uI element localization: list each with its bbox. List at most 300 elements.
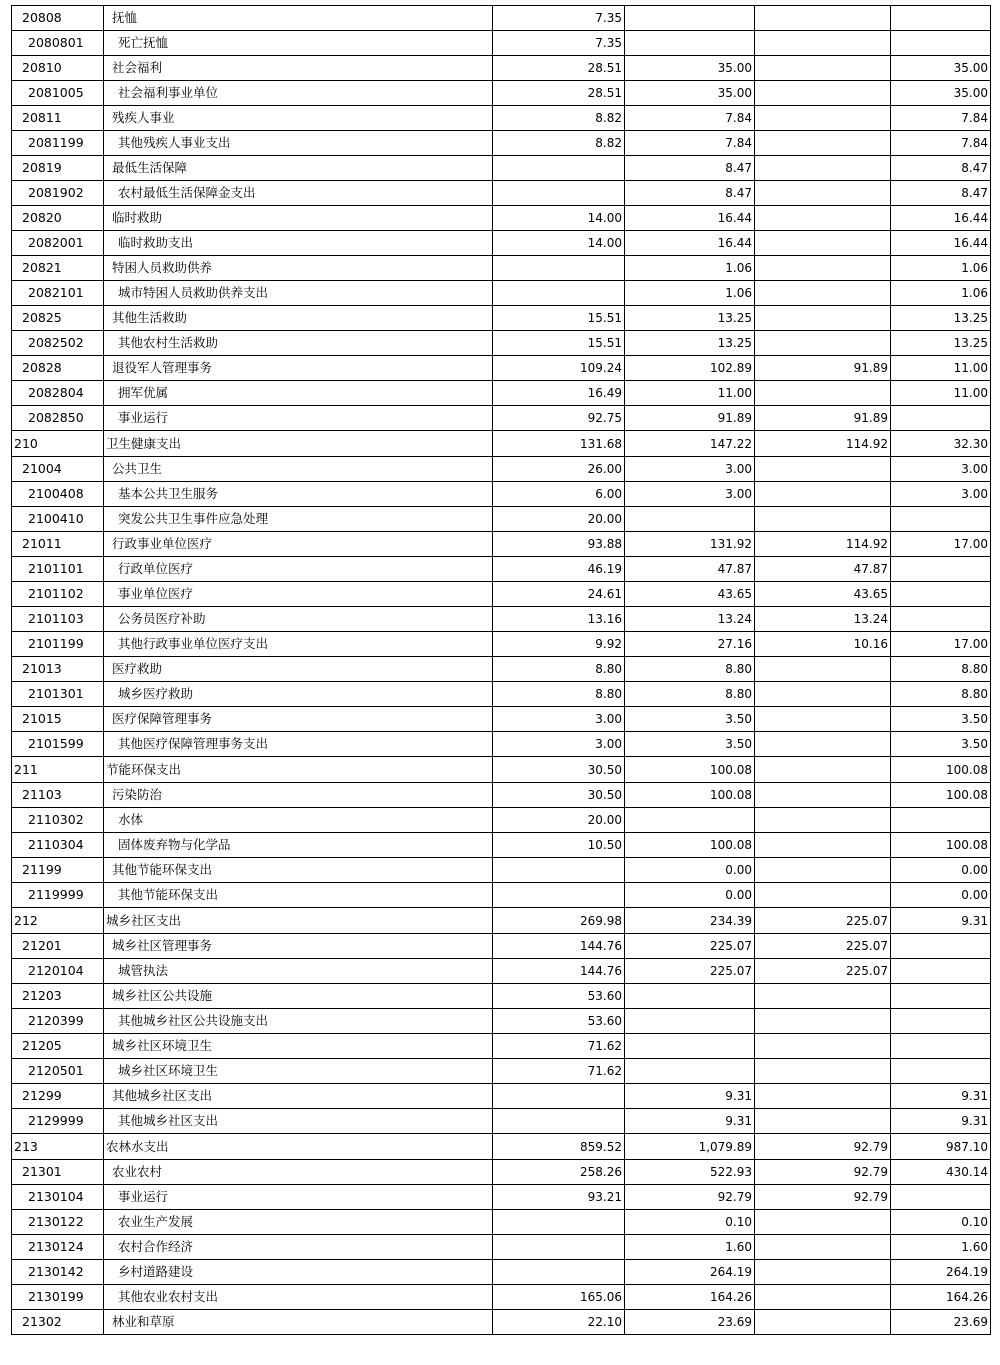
table-row — [12, 1260, 991, 1285]
row-code: 2081902 — [12, 181, 104, 206]
row-value-3: 91.89 — [755, 406, 891, 431]
row-value-2 — [625, 1009, 755, 1034]
row-value-3 — [755, 833, 891, 858]
row-value-3 — [755, 131, 891, 156]
row-value-3 — [755, 1285, 891, 1310]
row-value-3 — [755, 381, 891, 406]
table-row — [12, 984, 991, 1009]
row-value-2: 164.26 — [625, 1285, 755, 1310]
row-value-1 — [493, 1235, 625, 1260]
row-name: 节能环保支出 — [104, 757, 493, 783]
row-name: 公共卫生 — [104, 457, 493, 482]
row-value-3: 92.79 — [755, 1134, 891, 1160]
row-value-4 — [891, 607, 991, 632]
row-name: 其他医疗保障管理事务支出 — [104, 732, 493, 757]
row-name: 城乡社区管理事务 — [104, 934, 493, 959]
row-value-1: 14.00 — [493, 206, 625, 231]
row-value-4: 1.60 — [891, 1235, 991, 1260]
row-value-2: 1.60 — [625, 1235, 755, 1260]
row-value-4: 16.44 — [891, 206, 991, 231]
table-row — [12, 106, 991, 131]
row-value-2: 16.44 — [625, 206, 755, 231]
row-value-1 — [493, 256, 625, 281]
row-name: 城乡社区环境卫生 — [104, 1034, 493, 1059]
row-value-1: 14.00 — [493, 231, 625, 256]
row-value-3 — [755, 6, 891, 31]
row-value-3: 225.07 — [755, 959, 891, 984]
row-value-2: 43.65 — [625, 582, 755, 607]
row-value-2: 0.00 — [625, 858, 755, 883]
row-value-1 — [493, 1210, 625, 1235]
row-code: 2120501 — [12, 1059, 104, 1084]
row-value-2: 3.50 — [625, 732, 755, 757]
table-row — [12, 883, 991, 908]
row-value-2: 23.69 — [625, 1310, 755, 1335]
row-value-1 — [493, 156, 625, 181]
row-value-2: 100.08 — [625, 757, 755, 783]
row-name: 农村最低生活保障金支出 — [104, 181, 493, 206]
row-value-1: 131.68 — [493, 431, 625, 457]
row-code: 21205 — [12, 1034, 104, 1059]
row-name: 死亡抚恤 — [104, 31, 493, 56]
row-value-3 — [755, 1009, 891, 1034]
row-value-4: 8.47 — [891, 156, 991, 181]
row-value-4: 7.84 — [891, 131, 991, 156]
row-value-1: 53.60 — [493, 1009, 625, 1034]
row-value-2 — [625, 31, 755, 56]
row-value-4 — [891, 1009, 991, 1034]
row-code: 21299 — [12, 1084, 104, 1109]
table-row — [12, 482, 991, 507]
table-row — [12, 1134, 991, 1160]
row-code: 21301 — [12, 1160, 104, 1185]
table-row — [12, 457, 991, 482]
row-value-1: 7.35 — [493, 6, 625, 31]
row-value-4: 13.25 — [891, 306, 991, 331]
table-row — [12, 31, 991, 56]
row-value-1: 8.80 — [493, 657, 625, 682]
row-value-1: 28.51 — [493, 56, 625, 81]
table-row — [12, 858, 991, 883]
row-value-2: 9.31 — [625, 1084, 755, 1109]
row-name: 医疗救助 — [104, 657, 493, 682]
row-value-4: 35.00 — [891, 56, 991, 81]
row-name: 其他节能环保支出 — [104, 883, 493, 908]
row-value-3 — [755, 1059, 891, 1084]
table-row — [12, 331, 991, 356]
row-value-2: 3.00 — [625, 457, 755, 482]
row-value-1: 8.80 — [493, 682, 625, 707]
row-name: 其他行政事业单位医疗支出 — [104, 632, 493, 657]
table-row — [12, 1285, 991, 1310]
row-value-4: 9.31 — [891, 1084, 991, 1109]
row-value-1: 28.51 — [493, 81, 625, 106]
row-name: 城乡社区公共设施 — [104, 984, 493, 1009]
row-value-1: 10.50 — [493, 833, 625, 858]
table-row — [12, 1059, 991, 1084]
row-code: 2080801 — [12, 31, 104, 56]
row-value-4: 9.31 — [891, 1109, 991, 1134]
row-value-4: 3.50 — [891, 707, 991, 732]
row-code: 2082804 — [12, 381, 104, 406]
row-value-2: 92.79 — [625, 1185, 755, 1210]
row-code: 20811 — [12, 106, 104, 131]
row-name: 其他城乡社区支出 — [104, 1109, 493, 1134]
table-row — [12, 131, 991, 156]
row-value-3 — [755, 707, 891, 732]
table-row — [12, 632, 991, 657]
row-code: 2119999 — [12, 883, 104, 908]
table-row — [12, 431, 991, 457]
row-value-3: 91.89 — [755, 356, 891, 381]
row-code: 2082850 — [12, 406, 104, 431]
row-code: 2100410 — [12, 507, 104, 532]
table-row — [12, 156, 991, 181]
row-value-4 — [891, 1185, 991, 1210]
table-row — [12, 1160, 991, 1185]
row-value-1: 30.50 — [493, 783, 625, 808]
row-name: 拥军优属 — [104, 381, 493, 406]
row-name: 最低生活保障 — [104, 156, 493, 181]
row-value-4 — [891, 959, 991, 984]
row-value-1: 92.75 — [493, 406, 625, 431]
row-value-2: 16.44 — [625, 231, 755, 256]
row-value-2: 8.47 — [625, 156, 755, 181]
row-code: 2082001 — [12, 231, 104, 256]
row-value-4: 3.50 — [891, 732, 991, 757]
row-value-1: 93.21 — [493, 1185, 625, 1210]
row-value-1 — [493, 1260, 625, 1285]
row-value-3 — [755, 732, 891, 757]
row-value-1: 165.06 — [493, 1285, 625, 1310]
row-code: 2110304 — [12, 833, 104, 858]
row-value-1: 13.16 — [493, 607, 625, 632]
row-value-3 — [755, 883, 891, 908]
row-value-2: 8.80 — [625, 657, 755, 682]
row-value-4 — [891, 934, 991, 959]
row-value-1: 71.62 — [493, 1034, 625, 1059]
row-code: 21004 — [12, 457, 104, 482]
row-value-4: 17.00 — [891, 632, 991, 657]
row-value-3: 92.79 — [755, 1185, 891, 1210]
row-value-4 — [891, 1059, 991, 1084]
row-code: 21203 — [12, 984, 104, 1009]
row-code: 2120104 — [12, 959, 104, 984]
row-name: 卫生健康支出 — [104, 431, 493, 457]
row-value-3 — [755, 156, 891, 181]
row-value-3: 225.07 — [755, 934, 891, 959]
row-value-2: 9.31 — [625, 1109, 755, 1134]
row-name: 城乡社区环境卫生 — [104, 1059, 493, 1084]
row-code: 21103 — [12, 783, 104, 808]
table-row — [12, 507, 991, 532]
row-value-2 — [625, 6, 755, 31]
row-value-4: 11.00 — [891, 381, 991, 406]
row-value-4: 430.14 — [891, 1160, 991, 1185]
table-row — [12, 306, 991, 331]
table-row — [12, 757, 991, 783]
row-value-1: 30.50 — [493, 757, 625, 783]
table-row — [12, 6, 991, 31]
row-value-3: 114.92 — [755, 532, 891, 557]
table-row — [12, 281, 991, 306]
row-value-1: 859.52 — [493, 1134, 625, 1160]
row-value-4: 16.44 — [891, 231, 991, 256]
row-value-2: 7.84 — [625, 131, 755, 156]
row-name: 其他生活救助 — [104, 306, 493, 331]
row-value-1 — [493, 858, 625, 883]
row-value-3 — [755, 682, 891, 707]
row-code: 2120399 — [12, 1009, 104, 1034]
row-name: 其他农业农村支出 — [104, 1285, 493, 1310]
row-value-3 — [755, 808, 891, 833]
row-value-3 — [755, 206, 891, 231]
table-row — [12, 682, 991, 707]
row-value-2: 27.16 — [625, 632, 755, 657]
row-code: 21015 — [12, 707, 104, 732]
table-row — [12, 231, 991, 256]
row-value-2: 11.00 — [625, 381, 755, 406]
table-row — [12, 181, 991, 206]
row-value-1: 24.61 — [493, 582, 625, 607]
row-value-4: 8.80 — [891, 657, 991, 682]
row-value-1: 53.60 — [493, 984, 625, 1009]
row-code: 213 — [12, 1134, 104, 1160]
row-code: 20820 — [12, 206, 104, 231]
row-value-1: 8.82 — [493, 131, 625, 156]
row-value-3 — [755, 1210, 891, 1235]
row-value-3: 10.16 — [755, 632, 891, 657]
row-name: 农业生产发展 — [104, 1210, 493, 1235]
row-code: 21199 — [12, 858, 104, 883]
row-value-1 — [493, 181, 625, 206]
row-name: 社会福利 — [104, 56, 493, 81]
row-value-2: 0.10 — [625, 1210, 755, 1235]
row-name: 事业运行 — [104, 1185, 493, 1210]
row-value-1 — [493, 1084, 625, 1109]
row-value-3: 225.07 — [755, 908, 891, 934]
table-row — [12, 1034, 991, 1059]
row-name: 突发公共卫生事件应急处理 — [104, 507, 493, 532]
table-row — [12, 1310, 991, 1335]
row-value-2: 8.47 — [625, 181, 755, 206]
row-value-2: 13.25 — [625, 306, 755, 331]
row-value-3 — [755, 457, 891, 482]
row-value-1: 3.00 — [493, 707, 625, 732]
table-row — [12, 783, 991, 808]
row-value-4: 35.00 — [891, 81, 991, 106]
row-value-2: 1.06 — [625, 256, 755, 281]
row-value-3 — [755, 1310, 891, 1335]
row-name: 事业单位医疗 — [104, 582, 493, 607]
row-name: 农业农村 — [104, 1160, 493, 1185]
row-value-3 — [755, 256, 891, 281]
row-value-4: 0.00 — [891, 858, 991, 883]
row-value-4: 32.30 — [891, 431, 991, 457]
row-value-4: 3.00 — [891, 482, 991, 507]
row-value-3 — [755, 181, 891, 206]
row-code: 2101599 — [12, 732, 104, 757]
row-value-4 — [891, 6, 991, 31]
row-name: 公务员医疗补助 — [104, 607, 493, 632]
row-value-3 — [755, 657, 891, 682]
row-code: 2110302 — [12, 808, 104, 833]
row-name: 临时救助支出 — [104, 231, 493, 256]
row-value-4: 164.26 — [891, 1285, 991, 1310]
row-value-4: 987.10 — [891, 1134, 991, 1160]
row-name: 农村合作经济 — [104, 1235, 493, 1260]
table-row — [12, 1185, 991, 1210]
row-value-3 — [755, 331, 891, 356]
row-code: 21302 — [12, 1310, 104, 1335]
row-code: 211 — [12, 757, 104, 783]
table-row — [12, 532, 991, 557]
row-value-3 — [755, 106, 891, 131]
row-value-3 — [755, 1109, 891, 1134]
row-value-2 — [625, 984, 755, 1009]
row-value-2: 234.39 — [625, 908, 755, 934]
row-code: 2101301 — [12, 682, 104, 707]
row-code: 2081199 — [12, 131, 104, 156]
row-name: 林业和草原 — [104, 1310, 493, 1335]
row-value-3 — [755, 984, 891, 1009]
row-name: 事业运行 — [104, 406, 493, 431]
row-code: 2129999 — [12, 1109, 104, 1134]
row-code: 20828 — [12, 356, 104, 381]
row-value-3 — [755, 1034, 891, 1059]
row-value-2: 147.22 — [625, 431, 755, 457]
row-value-1: 9.92 — [493, 632, 625, 657]
row-code: 2101101 — [12, 557, 104, 582]
table-row — [12, 808, 991, 833]
row-value-3 — [755, 56, 891, 81]
table-row — [12, 833, 991, 858]
row-name: 其他城乡社区支出 — [104, 1084, 493, 1109]
row-value-1: 144.76 — [493, 959, 625, 984]
row-code: 212 — [12, 908, 104, 934]
table-row — [12, 1084, 991, 1109]
row-code: 2082101 — [12, 281, 104, 306]
row-code: 2082502 — [12, 331, 104, 356]
row-code: 20810 — [12, 56, 104, 81]
row-value-3: 47.87 — [755, 557, 891, 582]
row-value-1: 93.88 — [493, 532, 625, 557]
row-value-2: 8.80 — [625, 682, 755, 707]
row-value-3 — [755, 507, 891, 532]
row-value-2: 0.00 — [625, 883, 755, 908]
row-code: 2130199 — [12, 1285, 104, 1310]
row-value-2 — [625, 808, 755, 833]
row-value-4 — [891, 557, 991, 582]
table-row — [12, 56, 991, 81]
table-row — [12, 557, 991, 582]
table-row — [12, 406, 991, 431]
row-value-4: 1.06 — [891, 256, 991, 281]
row-value-3 — [755, 81, 891, 106]
row-value-3: 114.92 — [755, 431, 891, 457]
row-value-2: 3.00 — [625, 482, 755, 507]
row-name: 退役军人管理事务 — [104, 356, 493, 381]
row-value-3 — [755, 783, 891, 808]
row-value-1: 26.00 — [493, 457, 625, 482]
row-value-3 — [755, 757, 891, 783]
row-value-1: 16.49 — [493, 381, 625, 406]
row-value-4 — [891, 507, 991, 532]
row-value-4: 8.47 — [891, 181, 991, 206]
row-value-3 — [755, 281, 891, 306]
row-value-4: 13.25 — [891, 331, 991, 356]
row-code: 2081005 — [12, 81, 104, 106]
row-code: 2101199 — [12, 632, 104, 657]
row-code: 21201 — [12, 934, 104, 959]
row-value-3: 92.79 — [755, 1160, 891, 1185]
row-value-3 — [755, 306, 891, 331]
row-value-4: 100.08 — [891, 757, 991, 783]
row-value-4: 100.08 — [891, 833, 991, 858]
row-name: 固体废弃物与化学品 — [104, 833, 493, 858]
row-value-3: 13.24 — [755, 607, 891, 632]
row-value-3: 43.65 — [755, 582, 891, 607]
table-row — [12, 1109, 991, 1134]
row-name: 行政单位医疗 — [104, 557, 493, 582]
table-row — [12, 381, 991, 406]
row-value-1: 71.62 — [493, 1059, 625, 1084]
table-row — [12, 934, 991, 959]
row-value-2: 225.07 — [625, 934, 755, 959]
row-name: 残疾人事业 — [104, 106, 493, 131]
row-value-4: 0.10 — [891, 1210, 991, 1235]
row-value-1 — [493, 883, 625, 908]
row-value-1: 8.82 — [493, 106, 625, 131]
row-value-4 — [891, 1034, 991, 1059]
row-value-1: 258.26 — [493, 1160, 625, 1185]
row-value-3 — [755, 231, 891, 256]
row-code: 2101102 — [12, 582, 104, 607]
row-code: 2130142 — [12, 1260, 104, 1285]
row-name: 基本公共卫生服务 — [104, 482, 493, 507]
row-value-3 — [755, 1084, 891, 1109]
row-value-4: 8.80 — [891, 682, 991, 707]
row-name: 城乡社区支出 — [104, 908, 493, 934]
row-name: 其他残疾人事业支出 — [104, 131, 493, 156]
row-value-2: 100.08 — [625, 833, 755, 858]
row-name: 行政事业单位医疗 — [104, 532, 493, 557]
row-code: 21013 — [12, 657, 104, 682]
table-row — [12, 707, 991, 732]
row-code: 2130122 — [12, 1210, 104, 1235]
row-value-2: 1.06 — [625, 281, 755, 306]
row-name: 城管执法 — [104, 959, 493, 984]
row-value-4 — [891, 984, 991, 1009]
table-row — [12, 657, 991, 682]
table-row — [12, 81, 991, 106]
row-value-1: 15.51 — [493, 331, 625, 356]
row-value-1: 20.00 — [493, 808, 625, 833]
table-row — [12, 356, 991, 381]
row-name: 农林水支出 — [104, 1134, 493, 1160]
row-name: 城乡医疗救助 — [104, 682, 493, 707]
budget-table-body — [12, 6, 991, 1335]
row-code: 210 — [12, 431, 104, 457]
row-value-3 — [755, 858, 891, 883]
row-name: 特困人员救助供养 — [104, 256, 493, 281]
row-code: 20808 — [12, 6, 104, 31]
row-value-4: 17.00 — [891, 532, 991, 557]
row-value-1: 6.00 — [493, 482, 625, 507]
table-row — [12, 256, 991, 281]
row-value-4: 23.69 — [891, 1310, 991, 1335]
row-code: 2100408 — [12, 482, 104, 507]
